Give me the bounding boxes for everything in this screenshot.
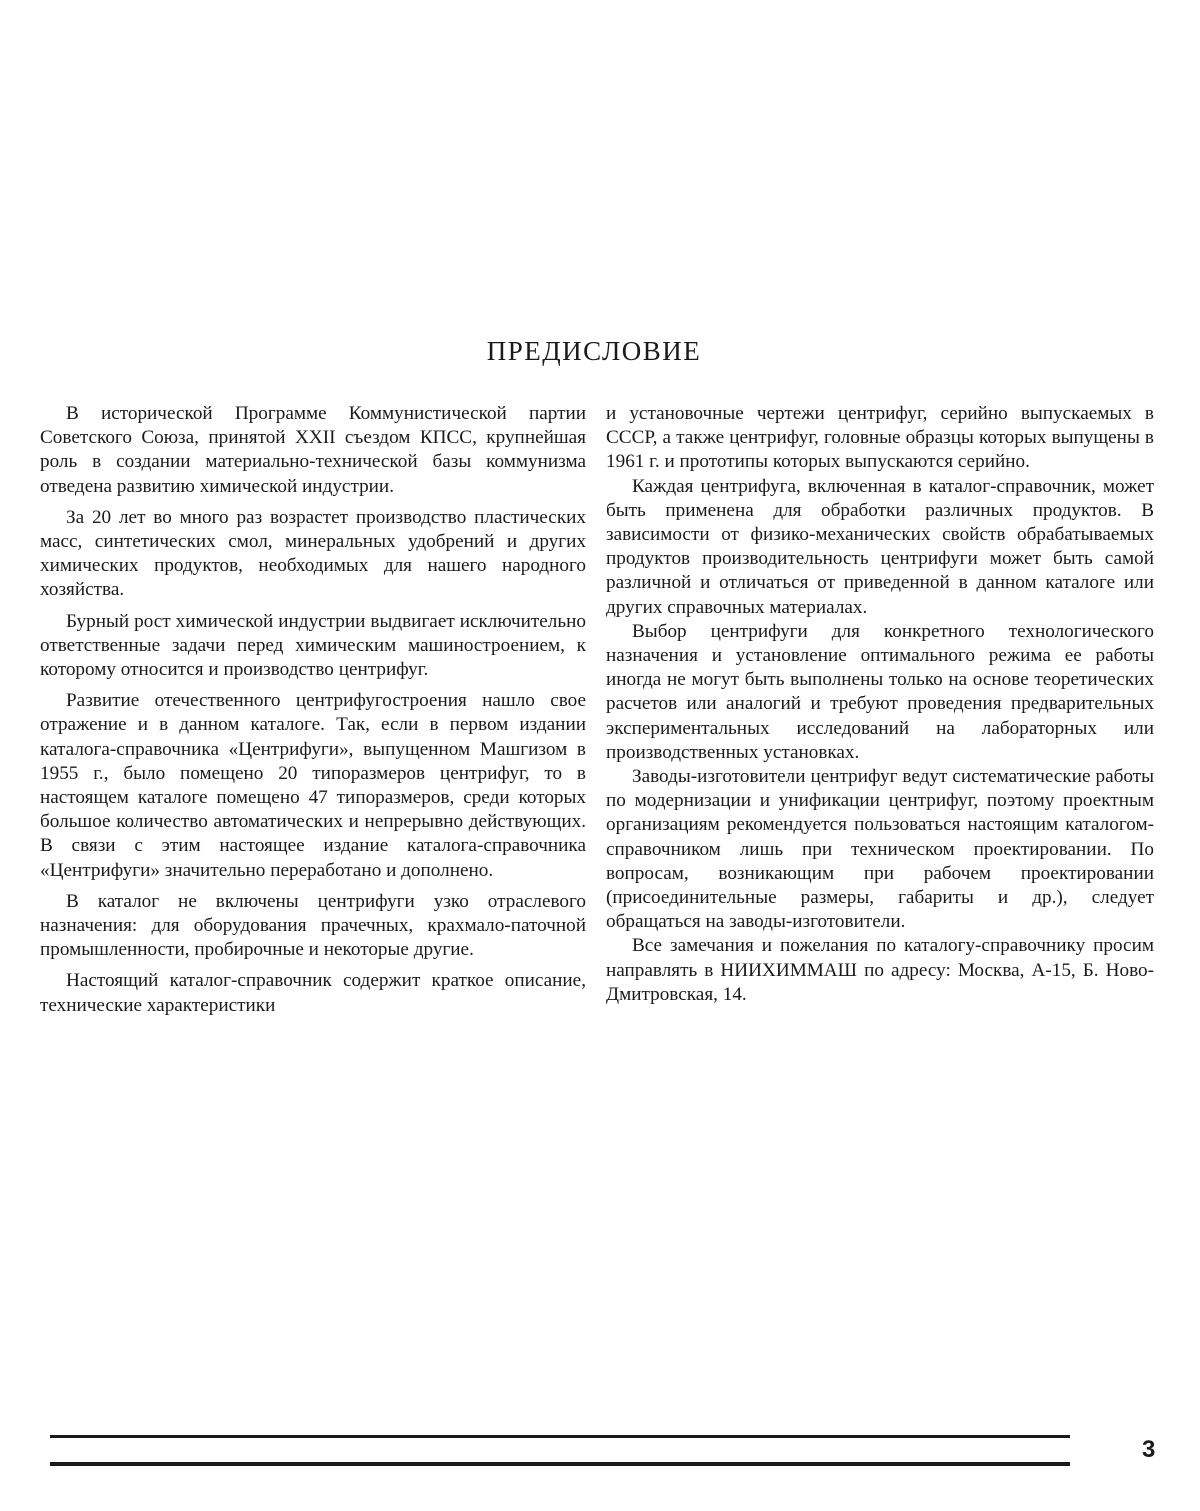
- paragraph: За 20 лет во много раз возрастет производство пластических масс, синтетических смол, минеральных удобрений и других химических продуктов, необходимых для нашего народного хозяйства.: [40, 506, 586, 601]
- paragraph: Бурный рост химической индустрии выдвигает исключительно ответственные задачи перед химическим машиностроением, к которому относится и производство центрифуг.: [40, 610, 586, 681]
- paragraph: Заводы-изготовители центрифуг ведут систематические работы по модернизации и унификации центрифуг, поэтому проектным организациям рекомендуется пользоваться настоящим каталогом-справочником лишь при техническом проектировании. По вопросам, возникающим при рабочем проектировании (присоединительные размеры, габариты и др.), следует обращаться на заводы-изготовители.: [606, 766, 1154, 933]
- paragraph: Настоящий каталог-справочник содержит краткое описание, технические характеристики: [40, 970, 586, 1016]
- paragraph-continuation: и установочные чертежи центрифуг, серийно выпускаемых в СССР, а также центрифуг, головные образцы которых выпущены в 1961 г. и прототипы которых выпускаются серийно.: [606, 403, 1154, 473]
- footer-rule-top: [50, 1435, 1070, 1438]
- paragraph: Развитие отечественного центрифугостроения нашло свое отражение и в данном каталоге. Так, если в первом издании каталога-справочника «Центрифуги», выпущенном Машгизом в 1955 г., было помещено 20 типоразмеров центрифуг, то в настоящем каталоге помещено 47 типоразмеров, среди которых большое количество автоматических и непрерывно действующих. В связи с этим настоящее издание каталога-справочника «Центрифуги» значительно переработано и дополнено.: [40, 690, 586, 881]
- text-column-left: [40, 402, 586, 1025]
- paragraph: В каталог не включены центрифуги узко отраслевого назначения: для оборудования прачечных, крахмало-паточной промышленности, пробирочные и некоторые другие.: [40, 890, 586, 961]
- paragraph: В исторической Программе Коммунистической партии Советского Союза, принятой XXII съездом КПСС, крупнейшая роль в создании материально-технической базы коммунизма отведена развитию химической индустрии.: [40, 403, 586, 497]
- text-column-right: [606, 402, 1154, 1007]
- page-number: 3: [1142, 1436, 1156, 1463]
- paragraph: Все замечания и пожелания по каталогу-справочнику просим направлять в НИИХИММАШ по адресу: Москва, А-15, Б. Ново-Дмитровская, 14.: [606, 935, 1154, 1005]
- footer-rule-bottom: [50, 1462, 1070, 1466]
- paragraph: Выбор центрифуги для конкретного технологического назначения и установление оптимального режима ее работы иногда не могут быть выполнены только на основе теоретических расчетов или аналогий и требуют проведения предварительных экспериментальных исследований на лабораторных или производственных установках.: [606, 620, 1154, 763]
- paragraph: Каждая центрифуга, включенная в каталог-справочник, может быть применена для обработки различных продуктов. В зависимости от физико-механических свойств обрабатываемых продуктов производительность центрифуги может быть самой различной и отличаться от приведенной в данном каталоге или других справочных материалах.: [606, 475, 1154, 618]
- page-title: ПРЕДИСЛОВИЕ: [486, 336, 702, 366]
